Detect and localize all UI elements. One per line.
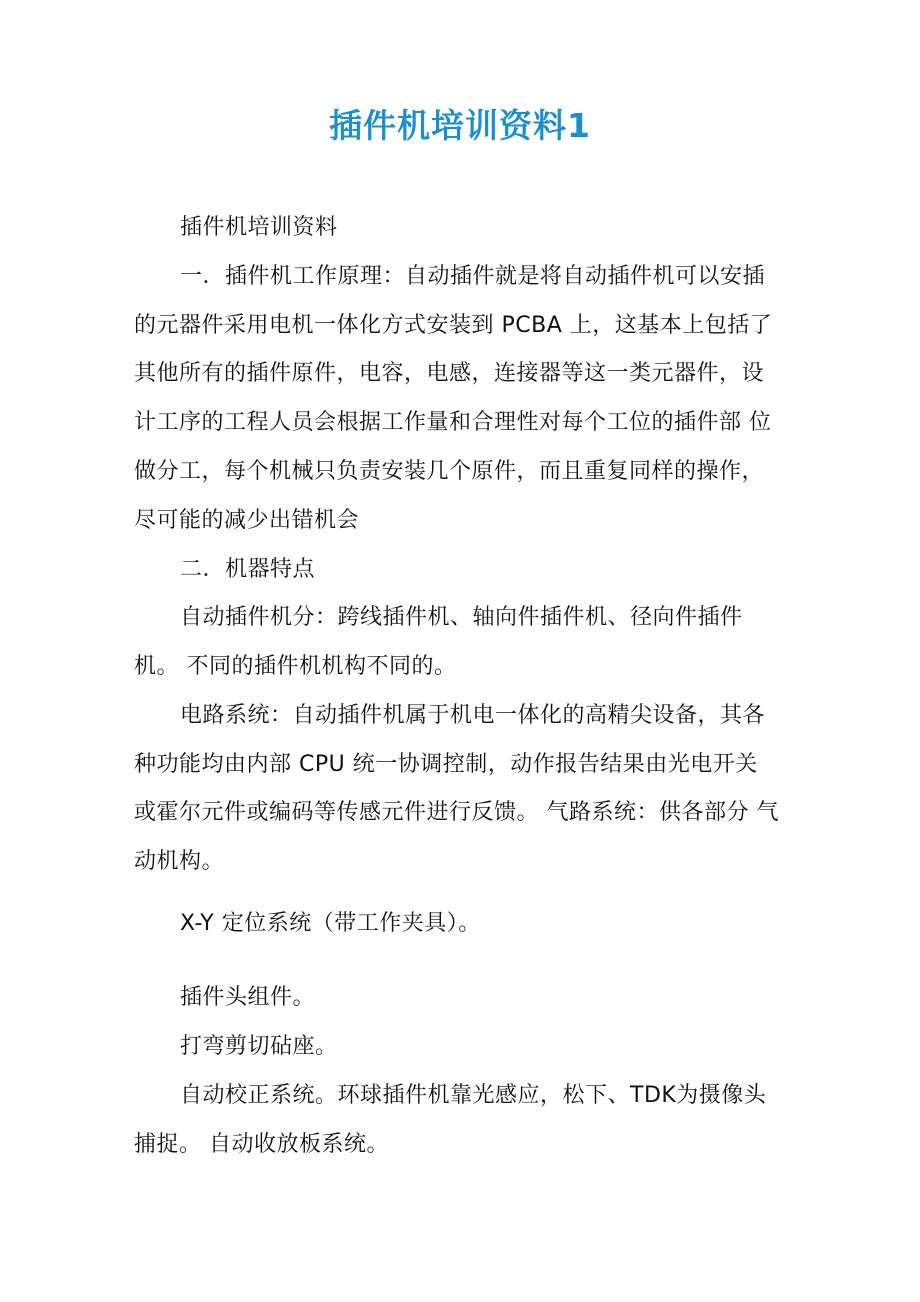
paragraph-line: X-Y 定位系统（带工作夹具）。: [180, 911, 481, 936]
paragraph-line: 动机构。: [134, 849, 225, 874]
paragraph-line: 做分工，每个机械只负责安装几个原件，而且重复同样的操作，: [134, 459, 765, 484]
document-title: 插件机培训资料1: [329, 106, 591, 145]
section-heading: 二．机器特点: [180, 557, 316, 582]
paragraph-line: 插件头组件。: [180, 985, 316, 1010]
paragraph-line: 电路系统：自动插件机属于机电一体化的高精尖设备，其各: [180, 703, 766, 728]
paragraph-line: 打弯剪切砧座。: [180, 1034, 338, 1059]
paragraph-line: 或霍尔元件或编码等传感元件进行反馈。 气路系统：供各部分 气: [134, 800, 779, 825]
paragraph-line: 机。 不同的插件机机构不同的。: [134, 654, 457, 679]
paragraph-line: 种功能均由内部 CPU 统一协调控制，动作报告结果由光电开关: [134, 752, 758, 777]
paragraph-line: 插件机培训资料: [180, 215, 338, 240]
paragraph-line: 一．插件机工作原理：自动插件就是将自动插件机可以安插: [180, 264, 766, 289]
paragraph-line: 计工序的工程人员会根据工作量和合理性对每个工位的插件部 位: [134, 410, 772, 435]
paragraph-line: 其他所有的插件原件，电容，电感，连接器等这一类元器件，设: [134, 361, 765, 386]
paragraph-line: 尽可能的减少出错机会: [134, 508, 360, 533]
paragraph-line: 自动校正系统。环球插件机靠光感应，松下、TDK为摄像头: [180, 1083, 767, 1108]
paragraph-line: 自动插件机分：跨线插件机、轴向件插件机、径向件插件: [180, 605, 743, 630]
paragraph-line: 捕捉。 自动收放板系统。: [134, 1132, 389, 1157]
paragraph-line: 的元器件采用电机一体化方式安装到 PCBA 上，这基本上包括了: [134, 313, 773, 338]
